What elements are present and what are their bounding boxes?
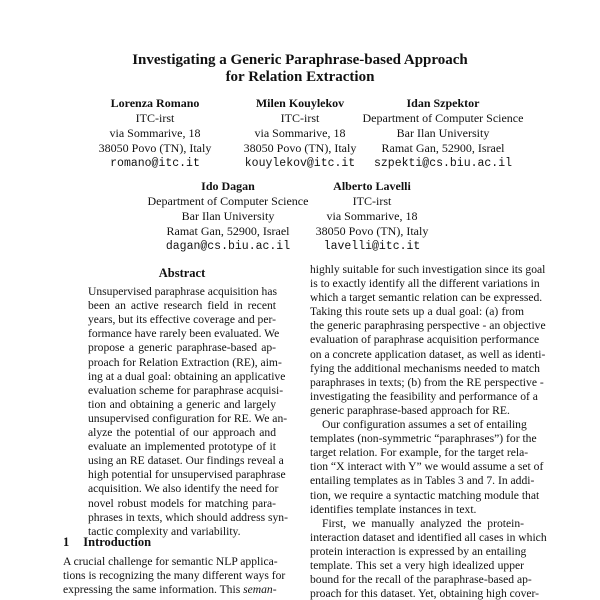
body-line: on a concrete application dataset, as well as identi-	[310, 347, 546, 361]
abstract-heading: Abstract	[158, 266, 206, 280]
abstract-line: tion and obtaining a generic and largely	[88, 397, 276, 411]
body-line: templates (non-symmetric “paraphrases”) for the	[310, 432, 537, 446]
author-email: lavelli@itc.it	[323, 240, 421, 253]
author-affiliation: Ramat Gan, 52900, Israel	[166, 224, 290, 238]
title-line: Investigating a Generic Paraphrase-based Approach	[132, 52, 468, 68]
body-line: highly suitable for such investigation since its goal	[310, 263, 546, 276]
section-title: Introduction	[83, 535, 152, 549]
body-line: fying the additional mechanisms needed to match	[310, 361, 540, 375]
author-name: Ido Dagan	[201, 179, 255, 193]
author-affiliation: Bar Ilan University	[181, 209, 275, 223]
abstract-line: phrases in texts, which should address syn-	[88, 510, 288, 524]
author-affiliation: Department of Computer Science	[147, 194, 309, 208]
section-heading	[63, 535, 276, 549]
abstract-line: years, but its effective coverage and per-	[88, 313, 276, 327]
author-name: Idan Szpektor	[406, 96, 480, 110]
abstract-line: formance have rarely been evaluated. We	[88, 327, 280, 341]
abstract-line: been an active research field in recent	[88, 299, 276, 313]
body-line: tion, we require a syntactic matching module that	[310, 488, 540, 502]
body-line: protein interaction is expressed by an entailing	[310, 544, 527, 558]
author-affiliation: 38050 Povo (TN), Italy	[98, 141, 212, 155]
abstract-line: using an RE dataset. Our findings reveal a	[88, 454, 284, 468]
abstract-line: evaluate an implemented prototype of it	[88, 440, 276, 454]
body-line: is to exactly identify all the different variations in	[310, 277, 540, 291]
abstract-line: Unsupervised paraphrase acquisition has	[88, 285, 277, 299]
author-affiliation: ITC-irst	[135, 111, 175, 125]
body-line: bound for the recall of the paraphrase-based ap-	[310, 573, 532, 587]
author-affiliation: via Sommarive, 18	[254, 126, 346, 140]
author-affiliation: 38050 Povo (TN), Italy	[243, 141, 357, 155]
author-email: szpekti@cs.biu.ac.il	[373, 157, 513, 170]
abstract-line: tactic complexity and variability.	[88, 524, 241, 538]
intro-text: expressing the same information. This	[63, 583, 244, 597]
intro-line	[63, 569, 286, 583]
abstract-line: unsupervised configuration for RE. We an-	[88, 411, 288, 425]
body-line: generic paraphrase-based approach for RE.	[310, 403, 510, 417]
abstract-line: evaluation scheme for paraphrase acquisi-	[88, 383, 284, 397]
author-affiliation: Bar Ilan University	[396, 126, 490, 140]
introduction-section	[63, 535, 286, 597]
author-name: Milen Kouylekov	[255, 96, 345, 110]
abstract-block	[88, 266, 288, 539]
abstract-line: novel robust models for matching para-	[88, 496, 276, 510]
author-affiliation: 38050 Povo (TN), Italy	[315, 224, 429, 238]
intro-line	[63, 555, 276, 569]
body-line: paraphrases in texts; (b) from the RE perspective -	[310, 375, 544, 389]
author-email: kouylekov@itc.it	[244, 157, 356, 170]
intro-text: A crucial challenge for semantic NLP applica-	[63, 555, 278, 569]
body-line: evaluation of paraphrase acquisition performance	[310, 333, 540, 347]
intro-line	[63, 583, 276, 597]
author-affiliation: via Sommarive, 18	[109, 126, 201, 140]
author-name: Alberto Lavelli	[333, 179, 411, 193]
abstract-line: high potential for unsupervised paraphrase	[88, 468, 286, 482]
author-affiliation: via Sommarive, 18	[326, 209, 418, 223]
body-line: identifies template instances in text.	[310, 502, 477, 516]
body-line: the generic paraphrasing perspective - an objective	[310, 319, 546, 333]
author-affiliation: ITC-irst	[280, 111, 320, 125]
abstract-line: propose a generic paraphrase-based ap-	[88, 341, 276, 355]
author-block	[343, 96, 543, 171]
abstract-line: acquisition. We also identify the need for	[88, 482, 279, 496]
section-number: 1	[63, 535, 70, 549]
body-line: First, we manually analyzed the protein-	[322, 516, 524, 530]
abstract-line: alyze the potential of our approach and	[88, 426, 276, 440]
title-line: for Relation Extraction	[225, 69, 375, 85]
body-line: tion “X interact with Y” we would assume a set of	[310, 460, 544, 474]
body-line: Our configuration assumes a set of entailing	[322, 418, 527, 432]
body-line: entailing templates as in Tables 3 and 7. In addi-	[310, 474, 535, 488]
author-affiliation: ITC-irst	[352, 194, 392, 208]
paper-title	[0, 52, 600, 86]
author-affiliation: Ramat Gan, 52900, Israel	[381, 141, 505, 155]
abstract-line: ing at a dual goal: obtaining an applicative	[88, 369, 286, 383]
right-column	[310, 263, 547, 600]
abstract-line: proach for Relation Extraction (RE), aim-	[88, 355, 282, 369]
body-line: which a target semantic relation can be expressed.	[310, 291, 543, 305]
author-email: dagan@cs.biu.ac.il	[165, 240, 291, 253]
author-email: romano@itc.it	[110, 157, 200, 170]
body-line: Taking this route sets up a dual goal: (a) from	[310, 305, 524, 319]
author-block	[272, 179, 472, 254]
author-affiliation: Department of Computer Science	[362, 111, 524, 125]
body-line: target relation. For example, for the target rela-	[310, 446, 529, 460]
body-line: interaction dataset and identified all cases in which	[310, 530, 547, 544]
intro-italic-text: seman-	[243, 583, 277, 597]
author-name: Lorenza Romano	[110, 96, 200, 110]
intro-text: tions is recognizing the many different ways for	[63, 569, 286, 583]
body-line: investigating the feasibility and performance of a	[310, 389, 538, 403]
body-line: template. This set a very high idealized upper	[310, 558, 524, 572]
body-line: proach for this dataset. Yet, obtaining high cover-	[310, 587, 540, 600]
